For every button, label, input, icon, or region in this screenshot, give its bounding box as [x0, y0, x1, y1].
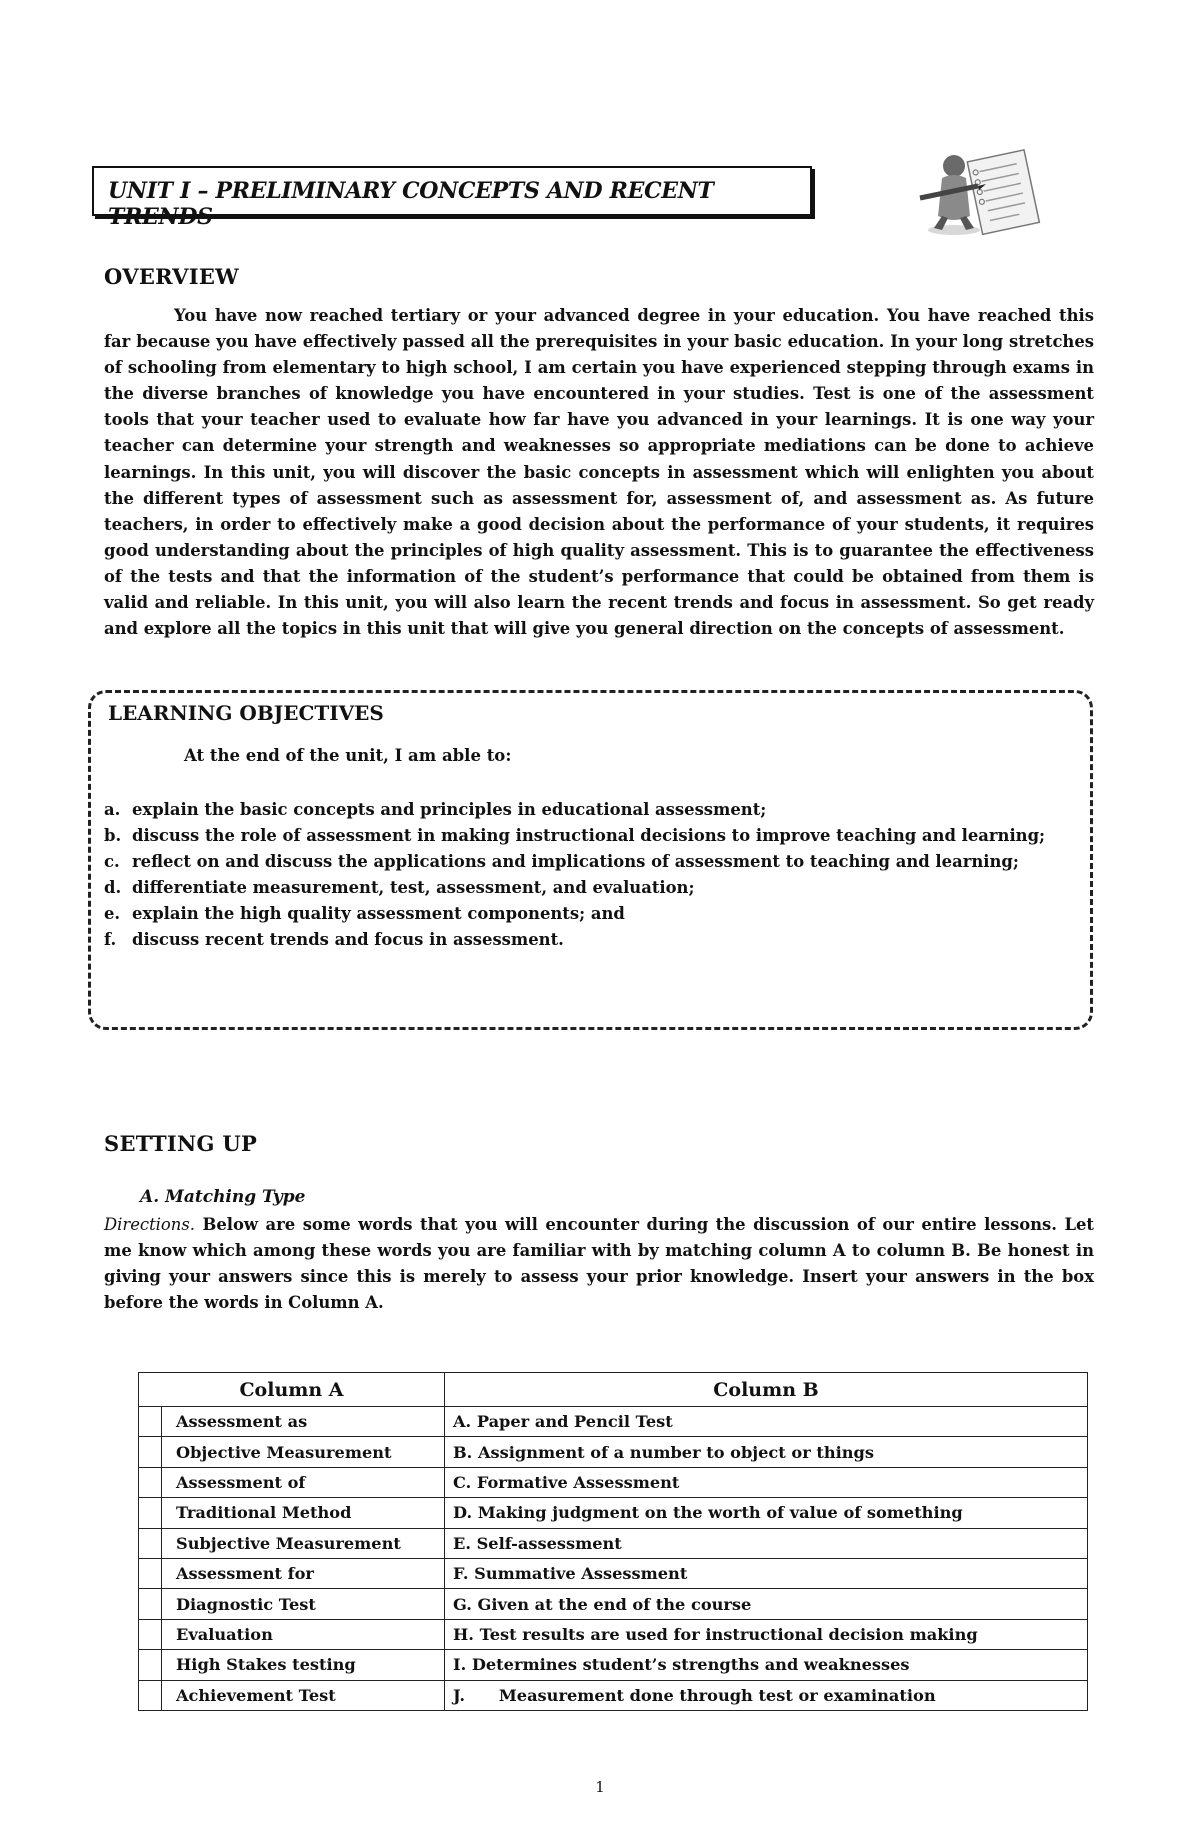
- column-b-cell: F. Summative Assessment: [445, 1558, 1088, 1588]
- objective-letter: a.: [104, 800, 121, 819]
- column-b-cell: I. Determines student’s strengths and weaknesses: [445, 1650, 1088, 1680]
- column-a-cell: Assessment of: [162, 1467, 445, 1497]
- objective-letter: e.: [104, 904, 121, 923]
- column-b-cell: E. Self-assessment: [445, 1528, 1088, 1558]
- matching-type-subheading: A. Matching Type: [140, 1187, 306, 1207]
- column-b-cell: G. Given at the end of the course: [445, 1589, 1088, 1619]
- directions-label: Directions.: [104, 1215, 195, 1234]
- objective-item: [104, 875, 1094, 901]
- objective-item: [104, 849, 1094, 875]
- directions-text: [104, 1212, 1094, 1316]
- objective-letter: c.: [104, 852, 120, 871]
- column-b-cell: C. Formative Assessment: [445, 1467, 1088, 1497]
- directions-body: Below are some words that you will encounter during the discussion of our entire lessons. Let me know which among these words you are familiar with by matching column A to column B. Be honest in giving your answers since this is merely to assess your prior knowledge. Insert your answers in the box before the words in Column A.: [104, 1215, 1094, 1313]
- answer-box[interactable]: [139, 1680, 162, 1710]
- learning-objectives-intro: At the end of the unit, I am able to:: [184, 746, 512, 765]
- page-number: 1: [595, 1778, 605, 1796]
- table-header-row: [139, 1373, 1088, 1407]
- column-b-cell: H. Test results are used for instructional decision making: [445, 1619, 1088, 1649]
- table-row: [139, 1407, 1088, 1437]
- table-row: [139, 1498, 1088, 1528]
- answer-box[interactable]: [139, 1407, 162, 1437]
- table-row: [139, 1437, 1088, 1467]
- table-row: [139, 1558, 1088, 1588]
- column-a-cell: Subjective Measurement: [162, 1528, 445, 1558]
- table-row: [139, 1680, 1088, 1710]
- unit-title-box: [92, 166, 812, 230]
- table-row: [139, 1528, 1088, 1558]
- overview-heading: OVERVIEW: [104, 264, 240, 289]
- objective-item: [104, 927, 1094, 953]
- answer-box[interactable]: [139, 1437, 162, 1467]
- column-b-header: Column B: [445, 1373, 1088, 1407]
- column-b-cell: J. Measurement done through test or examination: [445, 1680, 1088, 1710]
- objective-text: discuss recent trends and focus in assessment.: [132, 930, 564, 949]
- column-a-cell: Diagnostic Test: [162, 1589, 445, 1619]
- answer-box[interactable]: [139, 1528, 162, 1558]
- student-with-pencil-illustration: [914, 146, 1044, 238]
- column-a-header: Column A: [139, 1373, 445, 1407]
- column-a-cell: Traditional Method: [162, 1498, 445, 1528]
- column-a-cell: Achievement Test: [162, 1680, 445, 1710]
- table-row: [139, 1619, 1088, 1649]
- objective-text: reflect on and discuss the applications and implications of assessment to teaching and learning;: [132, 852, 1019, 871]
- overview-paragraph: You have now reached tertiary or your advanced degree in your education. You have reached this far because you have effectively passed all the prerequisites in your basic education. In your long stretches of schooling from elementary to high school, I am certain you have experienced stepping through exams in the diverse branches of knowledge you have encountered in your studies. Test is one of the assessment tools that your teacher used to evaluate how far have you advanced in your learnings. It is one way your teacher can determine your strength and weaknesses so appropriate mediations can be done to achieve learnings. In this unit, you will discover the basic concepts in assessment which will enlighten you about the different types of assessment such as assessment for, assessment of, and assessment as. As future teachers, in order to effectively make a good decision about the performance of your students, it requires good understanding about the principles of high quality assessment. This is to guarantee the effectiveness of the tests and that the information of the student’s performance that could be obtained from them is valid and reliable. In this unit, you will also learn the recent trends and focus in assessment. So get ready and explore all the topics in this unit that will give you general direction on the concepts of assessment.: [104, 306, 1094, 639]
- objective-text: discuss the role of assessment in making instructional decisions to improve teaching and learning;: [132, 826, 1046, 845]
- learning-objectives-heading: LEARNING OBJECTIVES: [108, 701, 384, 725]
- table-row: [139, 1467, 1088, 1497]
- column-a-cell: Assessment for: [162, 1558, 445, 1588]
- column-b-cell: D. Making judgment on the worth of value of something: [445, 1498, 1088, 1528]
- objective-text: explain the basic concepts and principles in educational assessment;: [132, 800, 767, 819]
- objective-letter: d.: [104, 878, 122, 897]
- learning-objectives-list: [104, 797, 1094, 953]
- column-b-cell: B. Assignment of a number to object or things: [445, 1437, 1088, 1467]
- answer-box[interactable]: [139, 1498, 162, 1528]
- answer-box[interactable]: [139, 1558, 162, 1588]
- table-row: [139, 1589, 1088, 1619]
- objective-text: explain the high quality assessment components; and: [132, 904, 625, 923]
- objective-item: [104, 901, 1094, 927]
- column-b-cell: A. Paper and Pencil Test: [445, 1407, 1088, 1437]
- column-a-cell: Objective Measurement: [162, 1437, 445, 1467]
- table-row: [139, 1650, 1088, 1680]
- column-a-cell: High Stakes testing: [162, 1650, 445, 1680]
- objective-letter: f.: [104, 930, 117, 949]
- answer-box[interactable]: [139, 1589, 162, 1619]
- objective-item: [104, 797, 1094, 823]
- answer-box[interactable]: [139, 1650, 162, 1680]
- objective-item: [104, 823, 1094, 849]
- answer-box[interactable]: [139, 1619, 162, 1649]
- setting-up-heading: SETTING UP: [104, 1131, 258, 1156]
- objective-letter: b.: [104, 826, 122, 845]
- answer-box[interactable]: [139, 1467, 162, 1497]
- column-a-cell: Evaluation: [162, 1619, 445, 1649]
- matching-table: [138, 1372, 1088, 1711]
- objective-text: differentiate measurement, test, assessment, and evaluation;: [132, 878, 695, 897]
- column-a-cell: Assessment as: [162, 1407, 445, 1437]
- unit-title: UNIT I – PRELIMINARY CONCEPTS AND RECENT TRENDS: [108, 178, 714, 230]
